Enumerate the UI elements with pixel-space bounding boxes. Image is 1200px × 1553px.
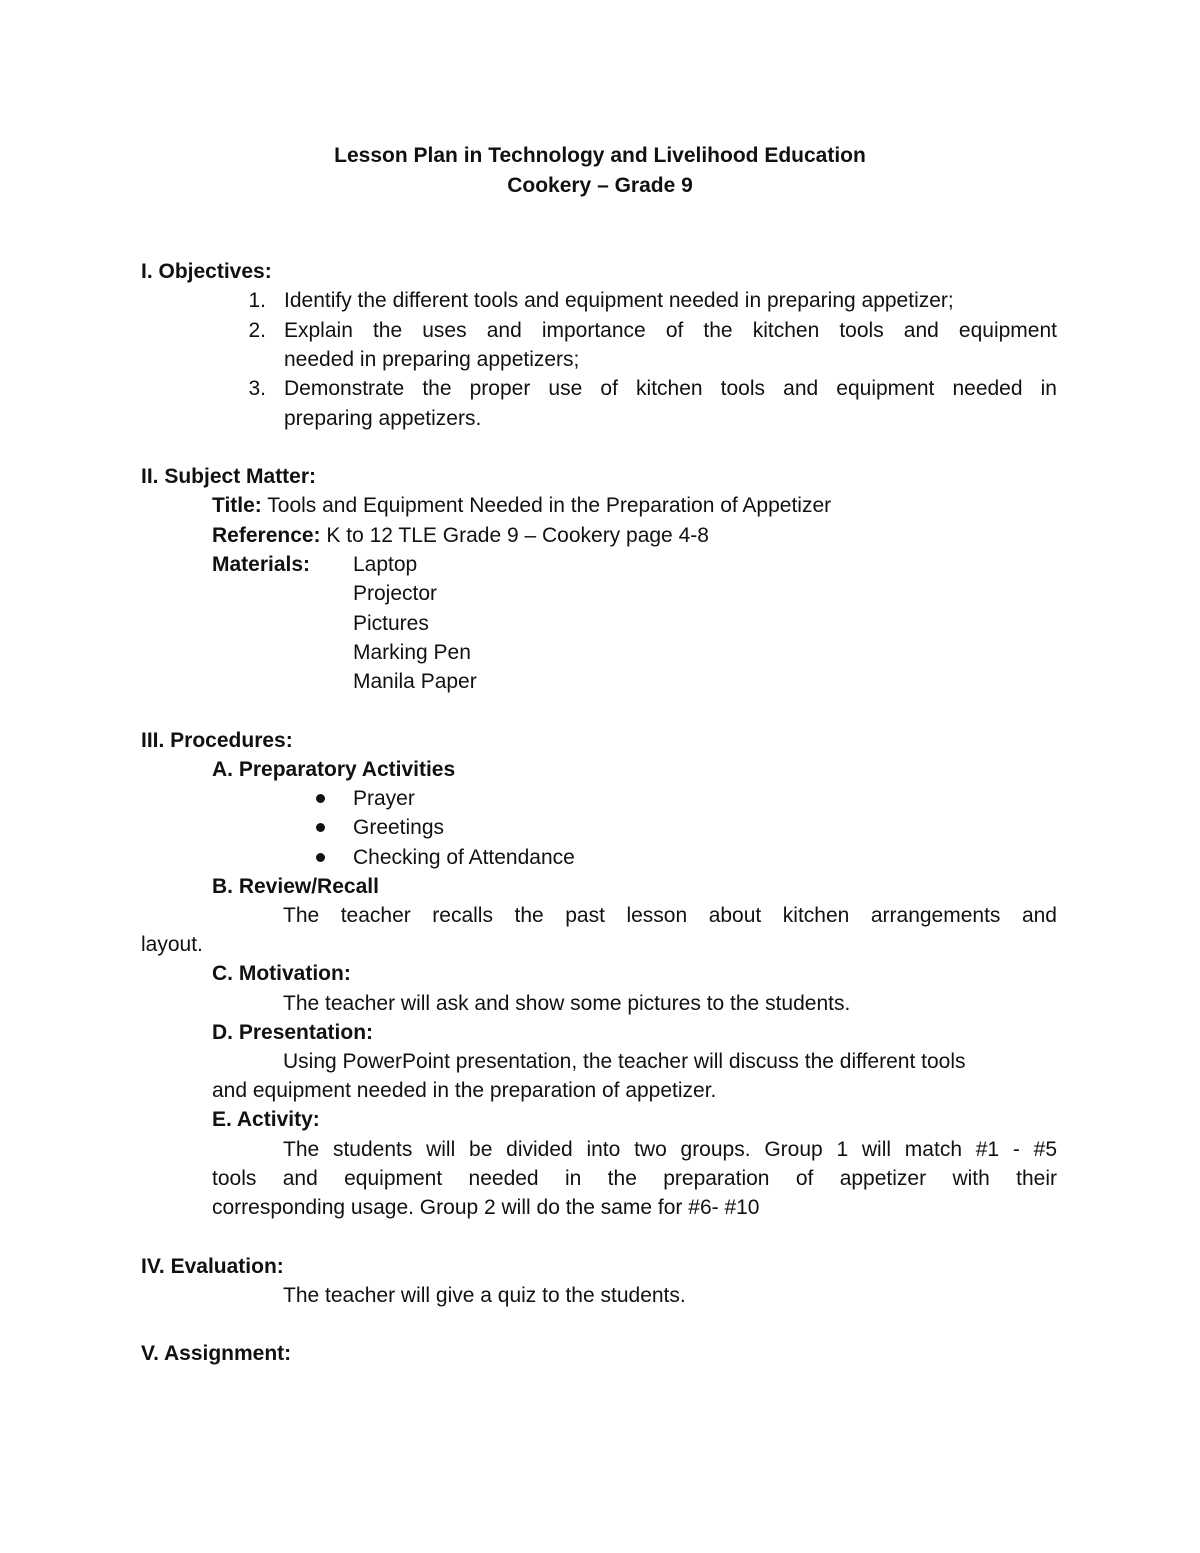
document-subtitle: Cookery – Grade 9 xyxy=(507,174,693,197)
activity-text-continued: corresponding usage. Group 2 will do the same for #6- #10 xyxy=(212,1196,760,1219)
objective-text: Explain the uses and importance of the kitchen tools and equipment xyxy=(284,319,1057,342)
document-title: Lesson Plan in Technology and Livelihood Education xyxy=(334,144,866,167)
motivation-text: The teacher will ask and show some pictures to the students. xyxy=(283,992,851,1015)
objective-text-continued: needed in preparing appetizers; xyxy=(284,348,580,371)
procedures-heading: III. Procedures: xyxy=(141,729,293,752)
review-text: The teacher recalls the past lesson about kitchen arrangements and xyxy=(283,904,1057,927)
activity-text-continued: tools and equipment needed in the preparation of appetizer with their xyxy=(212,1167,1057,1190)
objective-text: Demonstrate the proper use of kitchen tools and equipment needed in xyxy=(284,377,1057,400)
motivation-heading: C. Motivation: xyxy=(212,962,351,985)
objective-text-continued: preparing appetizers. xyxy=(284,407,482,430)
assignment-heading: V. Assignment: xyxy=(141,1342,292,1365)
material-item: Projector xyxy=(353,582,438,605)
subject-title-value: Tools and Equipment Needed in the Preparation of Appetizer xyxy=(267,494,832,517)
material-item: Pictures xyxy=(353,612,429,635)
subject-matter-heading: II. Subject Matter: xyxy=(141,465,317,488)
material-item: Manila Paper xyxy=(353,670,477,693)
bullet-icon xyxy=(316,853,325,862)
presentation-text: Using PowerPoint presentation, the teacher will discuss the different tools xyxy=(283,1050,966,1073)
objective-number: 2. xyxy=(248,319,266,342)
bullet-icon xyxy=(316,794,325,803)
review-heading: B. Review/Recall xyxy=(212,875,379,898)
presentation-heading: D. Presentation: xyxy=(212,1021,374,1044)
subject-title-label: Title: xyxy=(212,494,262,517)
material-item: Laptop xyxy=(353,553,418,576)
reference-row xyxy=(212,524,709,548)
preparatory-item: Checking of Attendance xyxy=(353,846,575,869)
preparatory-item: Prayer xyxy=(353,787,415,810)
review-text-continued: layout. xyxy=(141,933,203,956)
objective-text: Identify the different tools and equipment needed in preparing appetizer; xyxy=(284,289,954,312)
objectives-heading: I. Objectives: xyxy=(141,260,272,283)
reference-label: Reference: xyxy=(212,524,321,547)
evaluation-heading: IV. Evaluation: xyxy=(141,1255,284,1278)
preparatory-item: Greetings xyxy=(353,816,445,839)
evaluation-text: The teacher will give a quiz to the students. xyxy=(283,1284,686,1307)
objective-number: 1. xyxy=(248,289,266,312)
preparatory-heading: A. Preparatory Activities xyxy=(212,758,456,781)
presentation-text-continued: and equipment needed in the preparation of appetizer. xyxy=(212,1079,717,1102)
subject-title-row xyxy=(212,494,831,518)
bullet-icon xyxy=(316,823,325,832)
material-item: Marking Pen xyxy=(353,641,471,664)
activity-heading: E. Activity: xyxy=(212,1108,320,1131)
objective-number: 3. xyxy=(248,377,266,400)
reference-value: K to 12 TLE Grade 9 – Cookery page 4-8 xyxy=(326,524,709,547)
materials-label: Materials: xyxy=(212,553,311,576)
activity-text: The students will be divided into two groups. Group 1 will match #1 - #5 xyxy=(283,1138,1057,1161)
